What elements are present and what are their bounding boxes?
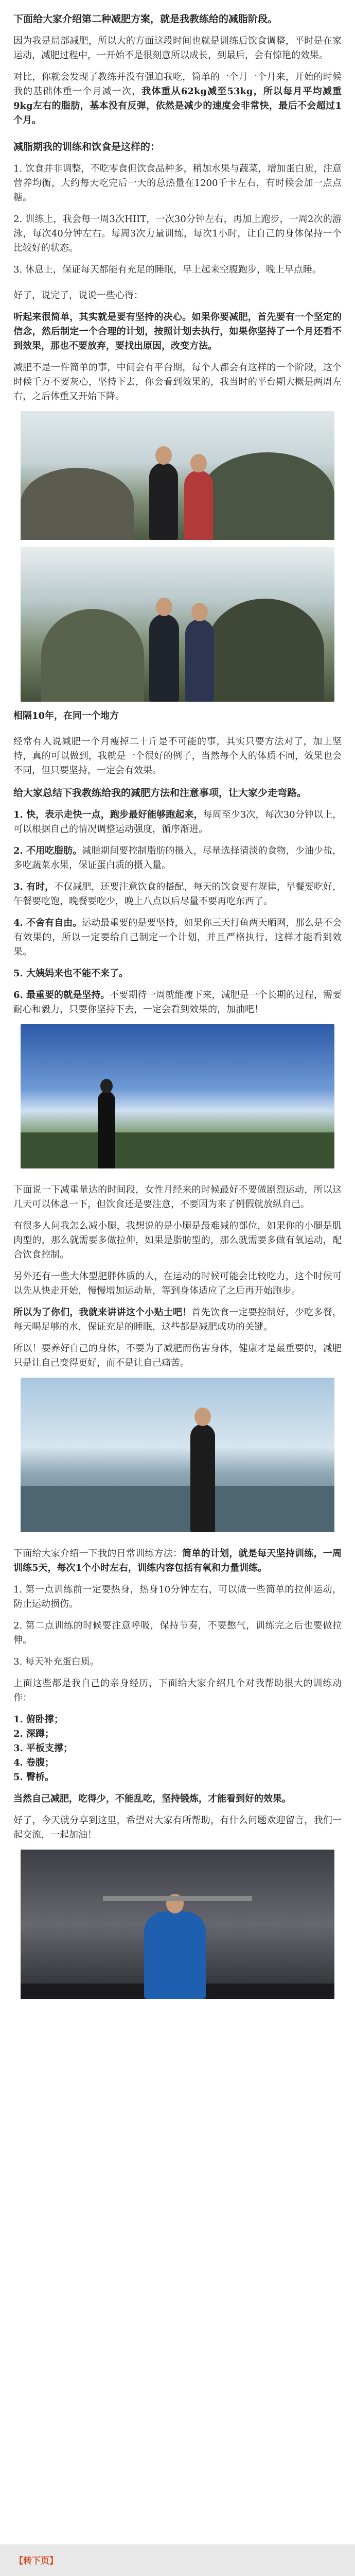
seaside-woman-photo [21,1378,334,1532]
footer-bar [0,2545,355,2576]
section4-paragraph-2: 1. 第一点训练前一定要热身，热身10分钟左右，可以做一些简单的拉伸运动，防止运动损伤。 [13,1584,342,1609]
closing-paragraph-1: 当然自己减肥，吃得少，不能乱吃，坚持锻炼，才能看到好的效果。 [13,1793,291,1804]
section3-paragraph-2: 有很多人问我怎么减小腿，我想说的是小腿是最难减的部位，如果你的小腿是肌肉型的，那么就需要多做拉伸，如果是脂肪型的，那么就需要多做有氧运动，配合饮食控制。 [13,1221,342,1260]
section4-paragraph-4: 3. 每天补充蛋白质。 [13,1656,99,1667]
mountain-silhouette-photo [21,1024,334,1168]
gym-squat-photo [21,1850,334,1999]
photo-note: 好了，说完了，说说一些心得： [13,290,143,301]
section4-paragraph-1: 下面给大家介绍一下我的日常训练方法：简单的计划，就是每天坚持训练，一周训练5天，每次1个小时左右，训练内容包括有氧和力量训练。 [13,1548,342,1573]
move-item: 5. 臀桥。 [13,1772,55,1783]
barbell-icon [103,1896,252,1901]
couple-photo-now [21,547,334,702]
intro-paragraph-1: 因为我是局部减肥，所以大的方面这段时间也就是训练后饮食调整，平时是在家运动，减肥过程中，一开始不是很刻意所以成长，到最后，会有惊艳的效果。 [13,36,342,61]
rule-1: 1. 快，表示走快一点，跑步最好能够跑起来，每周至少3次，每次30分钟以上，可以根据自己的情况调整运动强度，循序渐进。 [13,809,342,835]
tips-lead: 听起来很简单，其实就是要有坚持的决心。如果你要减肥，首先要有一个坚定的信念，然后制定一个合理的计划，按照计划去执行，如果你坚持了一个月还看不到效果，那也不要放弃，要找出原因，改变方法。 [13,312,342,351]
rule-4: 4. 不舍有自由。运动最重要的是要坚持，如果你三天打鱼两天晒网，那么是不会有效果的，所以一定要给自己制定一个计划，并且严格执行，这样才能看到效果。 [13,918,342,957]
section3-paragraph-5: 所以！要养好自己的身体，不要为了减肥而伤害身体，健康才是最重要的，减肥只是让自己变得更好，而不是让自己痛苦。 [13,1343,342,1368]
rule-5: 5. 大姨妈来也不能不来了。 [13,968,129,979]
couple-photo-then [21,411,334,540]
intro-paragraph-2: 对比，你就会发现了教练并没有强迫我吃，简单的一个月一个月来，开始的时候我的基础体重一个月减一次，我体重从62kg减至53kg，所以每月平均减重9kg左右的脂肪，基本没有反弹，依然是减少的速度会非常快，最后不会超过1个月。 [13,72,342,126]
stage1-item-1: 1. 饮食并非调整，不吃零食但饮食品种多，稍加水果与蔬菜，增加蛋白质，注意营养均衡，大约每天吃完后一天的总热量在1200千卡左右，有时候会加一点点糖。 [13,163,342,203]
section3-paragraph-4: 所以为了你们，我就来讲讲这个小贴士吧！首先饮食一定要控制好，少吃多餐，每天喝足够的水，保证充足的睡眠，这些都是减肥成功的关键。 [13,1307,342,1332]
closing-paragraph-2: 好了，今天就分享到这里，希望对大家有所帮助，有什么问题欢迎留言，我们一起交流，一起加油！ [13,1815,342,1840]
move-item: 2. 深蹲； [13,1728,55,1739]
tips-paragraph: 减肥不是一件简单的事，中间会有平台期，每个人都会有这样的一个阶段，这个时候千万不要灰心，坚持下去，你会看到效果的，我当时的平台期大概是两周左右，之后体重又开始下降。 [13,362,342,402]
section3-paragraph-3: 另外还有一些大体型肥胖体质的人，在运动的时候可能会比较吃力，这个时候可以先从快走开始，慢慢增加运动量，等到身体适应了之后再开始跑步。 [13,1271,342,1296]
move-item: 1. 俯卧撑； [13,1714,64,1725]
section4-paragraph-3: 2. 第二点训练的时候要注意呼吸，保持节奏，不要憋气，训练完之后也要做拉伸。 [13,1620,342,1646]
move-item: 3. 平板支撑； [13,1743,73,1754]
stage1-item-3: 3. 休息上，保证每天都能有充足的睡眠，早上起来空腹跑步，晚上早点睡。 [13,264,322,275]
intro-lead: 下面给大家介绍第二种减肥方案，就是我教练给的减脂阶段。 [13,13,278,25]
section2-paragraph: 经常有人说减肥一个月瘦掉二十斤是不可能的事，其实只要方法对了，加上坚持，真的可以做到，我就是一个很好的例子，当然每个人的体质不同，效果也会不同，但只要坚持，一定会有效果。 [13,736,342,776]
photo-caption: 相隔10年，在同一个地方 [13,710,119,721]
section4-paragraph-5: 上面这些都是我自己的亲身经历，下面给大家介绍几个对我帮助很大的训练动作： [13,1678,342,1703]
rule-3: 3. 有时，不仅减肥，还要注意饮食的搭配，每天的饮食要有规律，早餐要吃好，午餐要吃饱，晚餐要吃少，晚上八点以后尽量不要再吃东西了。 [13,882,342,907]
stage1-heading: 减脂期我的训练和饮食是这样的： [13,141,161,152]
section3-paragraph-1: 下面说一下减重量达的时间段，女性月经来的时候最好不要做剧烈运动，所以这几天可以休息一下，但饮食还是要注意，不要因为来了例假就放纵自己。 [13,1184,342,1210]
move-item: 4. 卷腹； [13,1757,55,1768]
next-page-link[interactable]: 【转下页】 [14,2556,58,2566]
rule-6: 6. 最重要的就是坚持。不要期待一周就能瘦下来，减肥是一个长期的过程，需要耐心和毅力，只要你坚持下去，一定会看到效果的，加油吧！ [13,990,342,1015]
stage1-item-2: 2. 训练上，我会每一周3次HIIT，一次30分钟左右，再加上跑步，一周2次的游泳，每次40分钟左右。每周3次力量训练，每次1小时，让自己的身体保持一个比较好的状态。 [13,214,342,253]
section2-heading: 给大家总结下我教练给我的减肥方法和注意事项，让大家少走弯路。 [13,787,307,799]
rule-2: 2. 不用吃脂肪。减脂期间要控制脂肪的摄入，尽量选择清淡的食物，少油少盐，多吃蔬菜水果，保证蛋白质的摄入量。 [13,845,342,871]
